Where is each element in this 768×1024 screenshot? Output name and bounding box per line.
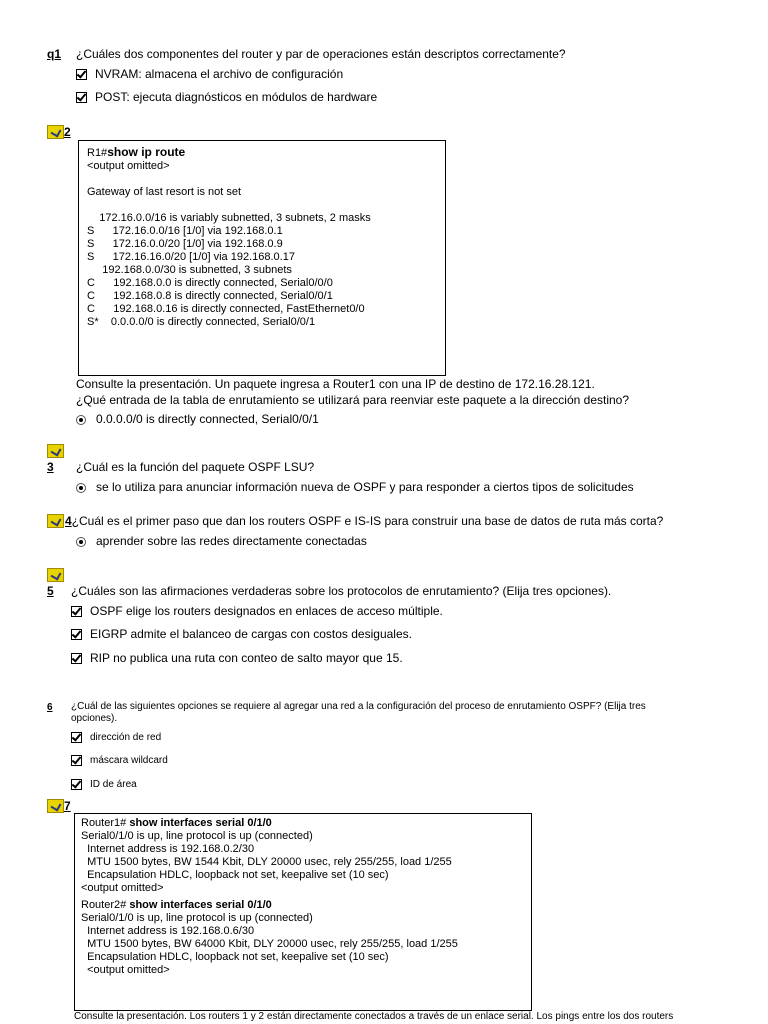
question-text: ¿Cuál es la función del paquete OSPF LSU? <box>76 460 315 474</box>
question-header: 4¿Cuál es el primer paso que dan los routers OSPF e IS-IS para construir una base de datos de ruta más corta? <box>47 514 663 528</box>
exhibit-command-line: Router1# show interfaces serial 0/1/0 <box>81 817 272 829</box>
question-text: Consulte la presentación. Los routers 1 y 2 están directamente conectados a través de un enlace serial. Los pings entre los dos routers <box>74 1011 674 1022</box>
question-number: q1 <box>47 47 62 61</box>
exhibit-output-line: Internet address is 192.168.0.6/30 <box>81 925 255 937</box>
exhibit-command-line: Router2# show interfaces serial 0/1/0 <box>81 899 272 911</box>
checkbox-checked[interactable] <box>71 732 82 743</box>
exhibit-icon[interactable] <box>47 799 64 813</box>
checkbox-checked[interactable] <box>71 606 82 617</box>
checkbox-checked[interactable] <box>76 69 87 80</box>
question-text: opciones). <box>71 713 118 724</box>
exhibit-output-line <box>87 199 445 212</box>
exhibit-output-line <box>87 173 445 186</box>
answer-option[interactable]: NVRAM: almacena el archivo de configuración <box>76 67 343 81</box>
exhibit-command-line: R1#show ip route <box>87 145 186 159</box>
question-text: ¿Qué entrada de la tabla de enrutamiento se utilizará para reenviar este paquete a la dirección destino? <box>76 393 630 407</box>
exhibit-output-line: MTU 1500 bytes, BW 1544 Kbit, DLY 20000 usec, rely 255/255, load 1/255 <box>81 856 452 868</box>
exhibit-output-line: <output omitted> <box>81 964 170 976</box>
exhibit-output-line: S* 0.0.0.0/0 is directly connected, Serial0/0/1 <box>87 316 316 328</box>
question-text: ¿Cuáles son las afirmaciones verdaderas sobre los protocolos de enrutamiento? (Elija tres opciones). <box>71 584 612 598</box>
exhibit-box <box>74 813 532 1011</box>
question-header: 2 <box>47 125 71 139</box>
answer-option[interactable]: OSPF elige los routers designados en enlaces de acceso múltiple. <box>71 604 443 618</box>
exhibit-icon[interactable] <box>47 444 64 458</box>
exhibit-output-line: S 172.16.0.0/16 [1/0] via 192.168.0.1 <box>87 225 283 237</box>
question-text: ¿Cuál es el primer paso que dan los routers OSPF e IS-IS para construir una base de datos de ruta más corta? <box>71 514 664 528</box>
question-text: ¿Cuál de las siguientes opciones se requiere al agregar una red a la configuración del proceso de enrutamiento OSPF? (Elija tres <box>71 701 646 712</box>
exhibit-output-line: <output omitted> <box>87 160 170 172</box>
exhibit-output-line: S 172.16.16.0/20 [1/0] via 192.168.0.17 <box>87 251 295 263</box>
answer-option[interactable]: POST: ejecuta diagnósticos en módulos de hardware <box>76 90 377 104</box>
exhibit-output-line: Gateway of last resort is not set <box>87 186 242 198</box>
checkbox-checked[interactable] <box>71 779 82 790</box>
exhibit-output-line: C 192.168.0.16 is directly connected, FastEthernet0/0 <box>87 303 365 315</box>
exhibit-output-line: Internet address is 192.168.0.2/30 <box>81 843 255 855</box>
exhibit-output-line: Serial0/1/0 is up, line protocol is up (connected) <box>81 912 313 924</box>
exhibit-output-line: C 192.168.0.0 is directly connected, Serial0/0/0 <box>87 277 333 289</box>
answer-option[interactable]: dirección de red <box>71 732 161 743</box>
radio-selected[interactable] <box>76 483 86 493</box>
question-number: 5 <box>47 584 54 598</box>
answer-option[interactable]: aprender sobre las redes directamente conectadas <box>76 534 367 548</box>
exhibit-output-line: <output omitted> <box>81 882 164 894</box>
question-number: 6 <box>47 702 53 713</box>
question-number: 3 <box>47 460 54 474</box>
answer-option[interactable]: 0.0.0.0/0 is directly connected, Serial0/0/1 <box>76 412 319 426</box>
exhibit-box <box>78 140 446 376</box>
answer-option[interactable]: EIGRP admite el balanceo de cargas con costos desiguales. <box>71 627 412 641</box>
answer-option[interactable]: RIP no publica una ruta con conteo de salto mayor que 15. <box>71 651 403 665</box>
exhibit-output-line: 192.168.0.0/30 is subnetted, 3 subnets <box>87 264 292 276</box>
exhibit-icon[interactable] <box>47 568 64 582</box>
exhibit-output-line: MTU 1500 bytes, BW 64000 Kbit, DLY 20000 usec, rely 255/255, load 1/255 <box>81 938 458 950</box>
checkbox-checked[interactable] <box>71 755 82 766</box>
answer-option[interactable]: se lo utiliza para anunciar información nueva de OSPF y para responder a ciertos tipos de solicitudes <box>76 480 634 494</box>
answer-option[interactable]: ID de área <box>71 779 137 790</box>
exhibit-icon[interactable] <box>47 514 64 528</box>
exhibit-output-line: Encapsulation HDLC, loopback not set, keepalive set (10 sec) <box>81 951 389 963</box>
exhibit-output-line: Encapsulation HDLC, loopback not set, keepalive set (10 sec) <box>81 869 389 881</box>
exhibit-output-line: 172.16.0.0/16 is variably subnetted, 3 subnets, 2 masks <box>87 212 371 224</box>
question-text: Consulte la presentación. Un paquete ingresa a Router1 con una IP de destino de 172.16.28.121. <box>76 377 595 391</box>
checkbox-checked[interactable] <box>76 92 87 103</box>
radio-selected[interactable] <box>76 537 86 547</box>
checkbox-checked[interactable] <box>71 629 82 640</box>
radio-selected[interactable] <box>76 415 86 425</box>
question-text: ¿Cuáles dos componentes del router y par de operaciones están descriptos correctamente? <box>76 47 566 61</box>
checkbox-checked[interactable] <box>71 653 82 664</box>
question-header: 7 <box>47 799 71 813</box>
exhibit-icon[interactable] <box>47 125 64 139</box>
exhibit-output-line: Serial0/1/0 is up, line protocol is up (connected) <box>81 830 313 842</box>
exhibit-output-line: S 172.16.0.0/20 [1/0] via 192.168.0.9 <box>87 238 283 250</box>
answer-option[interactable]: máscara wildcard <box>71 755 168 766</box>
exhibit-output-line: C 192.168.0.8 is directly connected, Serial0/0/1 <box>87 290 333 302</box>
